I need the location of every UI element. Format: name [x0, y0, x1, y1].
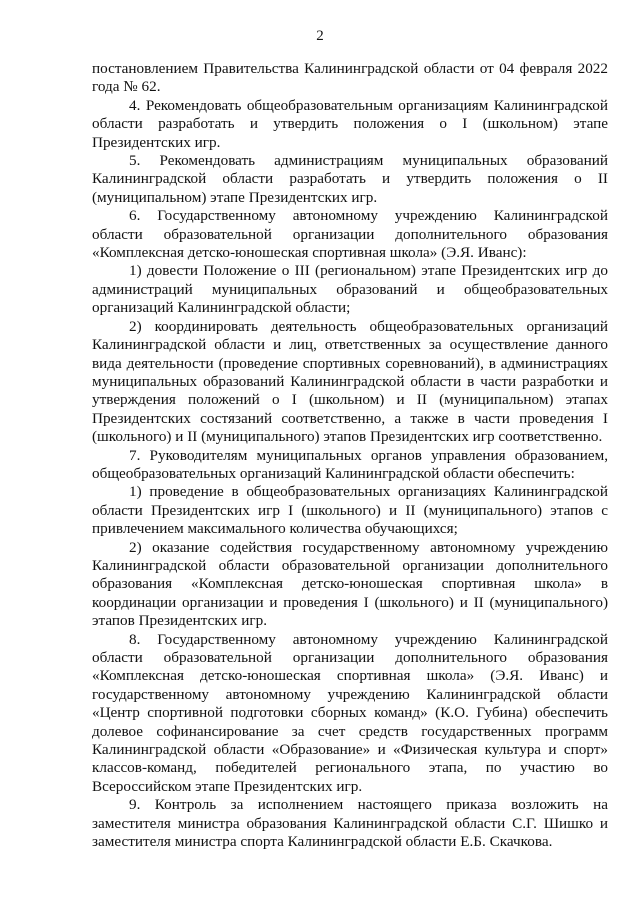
paragraph-item-9: 9. Контроль за исполнением настоящего приказа возложить на заместителя министра образования Калининградской области С.Г. Шишко и заместителя министра спорта Калининградской области Е.Б. Скачкова. — [92, 796, 608, 851]
paragraph-item-7-1: 1) проведение в общеобразовательных организациях Калининградской области Президентских игр I (школьного) и II (муниципального) этапов с привлечением максимального количества обучающихся; — [92, 483, 608, 538]
paragraph-item-4: 4. Рекомендовать общеобразовательным организациям Калининградской области разработать и утвердить положения о I (школьном) этапе Президентских игр. — [92, 96, 608, 151]
paragraph-item-7: 7. Руководителям муниципальных органов управления образованием, общеобразовательных организаций Калининградской области обеспечить: — [92, 446, 608, 482]
paragraph-item-5: 5. Рекомендовать администрациям муниципальных образований Калининградской области разработать и утвердить положения о II (муниципальном) этапе Президентских игр. — [92, 152, 608, 206]
document-body — [92, 60, 608, 851]
paragraph-item-6: 6. Государственному автономному учреждению Калининградской области образовательной организации дополнительного образования «Комплексная детско-юношеская спортивная школа» (Э.Я. Иванс): — [92, 207, 608, 262]
paragraph-item-6-2: 2) координировать деятельность общеобразовательных организаций Калининградской области и лиц, ответственных за осуществление данного вида деятельности (проведение спортивных соревнований), в администрациях муниципальных образований Калининградской области в части разработки и утверждения положений о I (школьном) и II (муниципальном) этапах Президентских состязаний соответственно, а также в части проведения I (школьного) и II (муниципального) этапов Президентских игр соответственно. — [92, 317, 608, 446]
paragraph-item-8: 8. Государственному автономному учреждению Калининградской области образовательной организации дополнительного образования «Комплексная детско-юношеская спортивная школа» (Э.Я. Иванс) и государственному автономному учреждению Калининградской области «Центр спортивной подготовки сборных команд» (К.О. Губина) обеспечить долевое софинансирование за счет средств государственных программ Калининградской области «Образование» и «Физическая культура и спорт» классов-команд, победителей регионального этапа, по участию во Всероссийском этапе Президентских игр. — [92, 630, 608, 795]
paragraph-item-6-1: 1) довести Положение о III (региональном) этапе Президентских игр до администраций муниципальных образований и общеобразовательных организаций Калининградской области; — [92, 262, 608, 317]
paragraph-continuation: постановлением Правительства Калининградской области от 04 февраля 2022 года № 62. — [92, 60, 608, 96]
paragraph-item-7-2: 2) оказание содействия государственному автономному учреждению Калининградской области образовательной организации дополнительного образования «Комплексная детско-юношеская спортивная школа» в координации организации и проведения I (школьного) и II (муниципального) этапов Президентских игр. — [92, 538, 608, 630]
page-number: 2 — [316, 28, 324, 44]
